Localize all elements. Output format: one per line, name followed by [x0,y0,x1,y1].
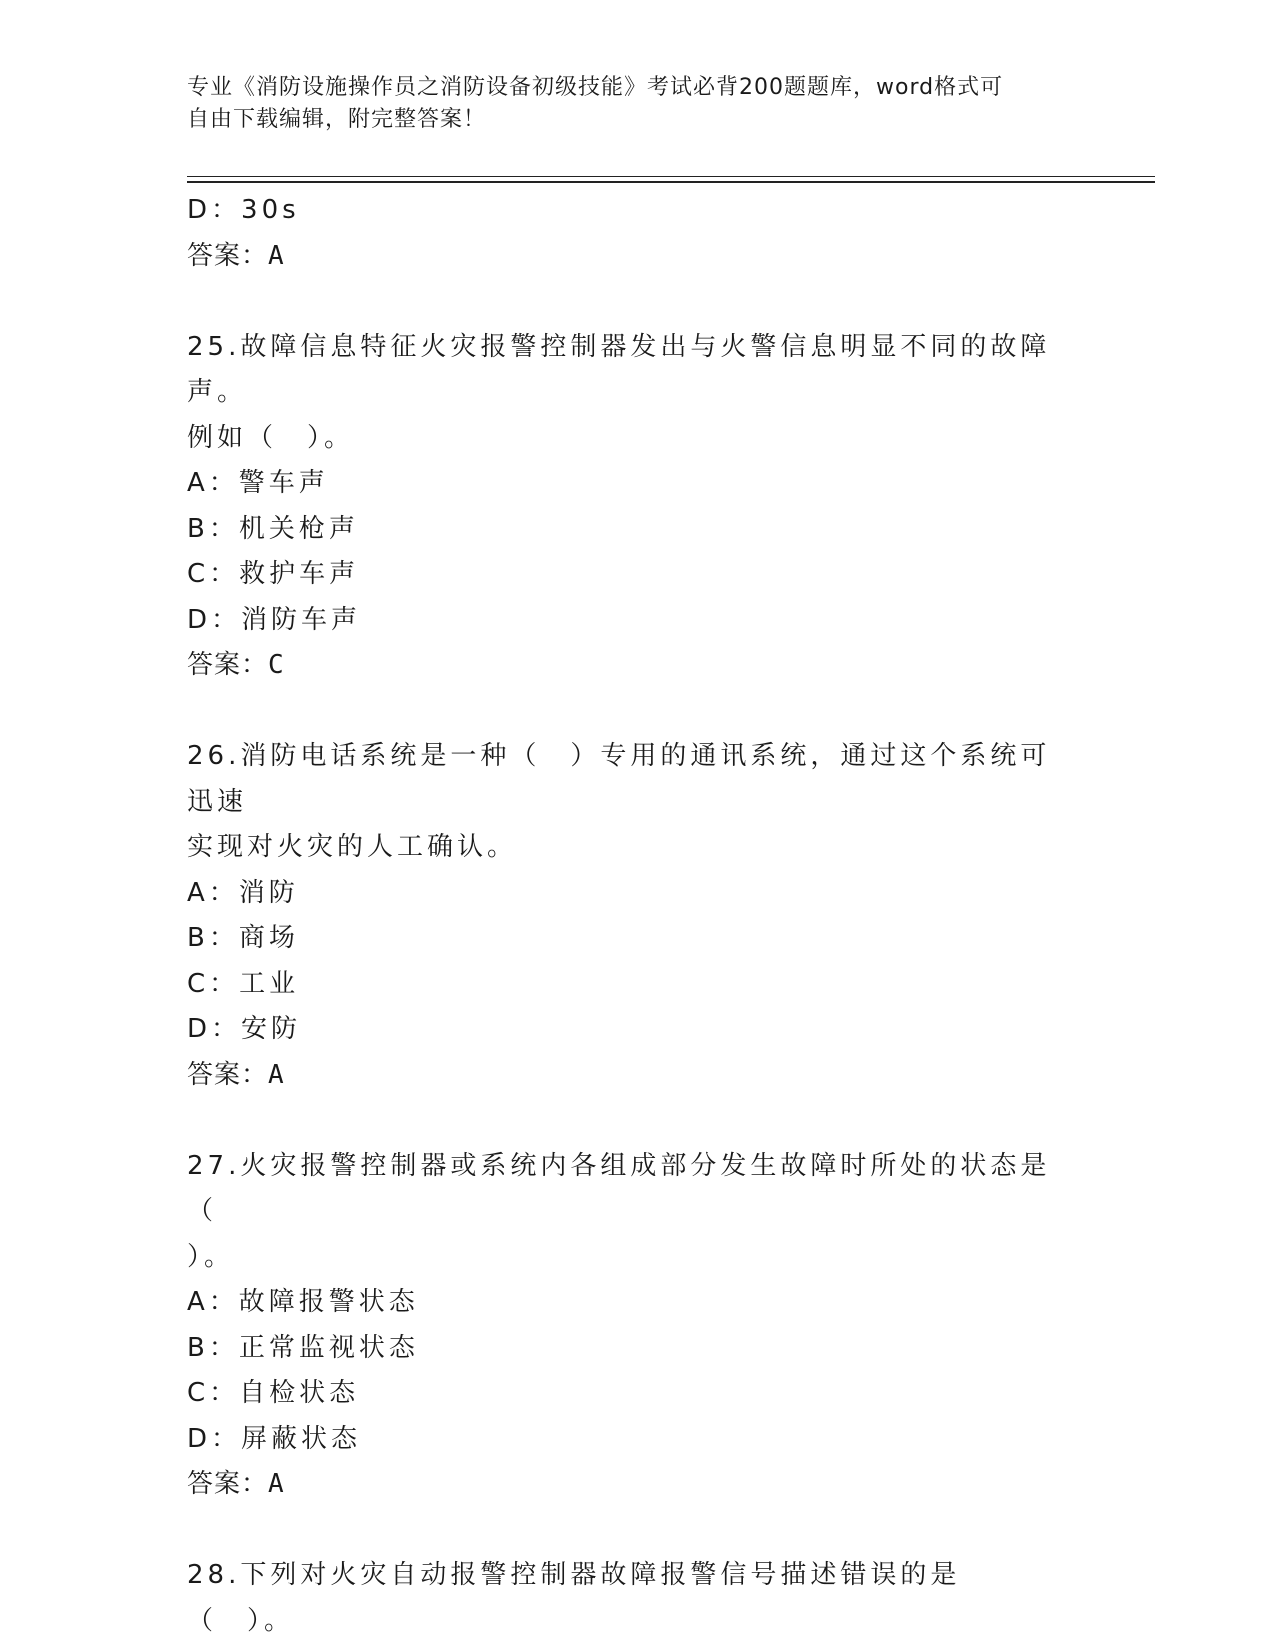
answer-label: 答案： [187,1469,269,1499]
option-a: A：消防 [187,877,299,908]
option-a: A：警车声 [187,468,329,498]
answer-line [187,1462,1087,1508]
answer-line [187,643,1087,689]
question-25 [187,325,1087,689]
option-d: D：30s [187,195,300,225]
question-27 [187,1144,1087,1508]
question-text: 26.消防电话系统是一种（ ）专用的通讯系统，通过这个系统可迅速 实现对火灾的人工确认。 [187,741,1051,862]
answer-label: 答案： [187,650,269,680]
header-divider-thin [187,176,1155,177]
question-text: 28.下列对火灾自动报警控制器故障报警信号描述错误的是（ ）。 [187,1560,961,1636]
header-divider-thick [187,181,1155,183]
document-header [187,72,1067,136]
option-d: D：消防车声 [187,604,362,635]
answer-line [187,234,1087,280]
option-d: D：安防 [187,1014,302,1044]
answer-value: A [268,240,285,271]
previous-question-tail [187,188,1087,279]
option-a: A：故障报警状态 [187,1287,419,1317]
answer-value: A [268,1059,285,1090]
question-26 [187,734,1087,1098]
option-b: B：机关枪声 [187,513,359,544]
answer-value: C [268,650,285,680]
option-b: B：商场 [187,923,299,953]
option-b: B：正常监视状态 [187,1332,419,1363]
answer-line [187,1053,1087,1099]
header-text: 专业《消防设施操作员之消防设备初级技能》考试必背200题题库，word格式可 自由下载编辑，附完整答案！ [187,75,1004,132]
question-list [187,188,1087,1644]
question-text: 25.故障信息特征火灾报警控制器发出与火警信息明显不同的故障声。 例如（ ）。 [187,331,1051,453]
answer-label: 答案： [187,1059,269,1090]
question-text: 27.火灾报警控制器或系统内各组成部分发生故障时所处的状态是（ ）。 [187,1150,1051,1272]
option-c: C：工业 [187,968,300,999]
question-28 [187,1553,1087,1644]
option-c: C：救护车声 [187,559,360,589]
answer-label: 答案： [187,240,269,271]
answer-value: A [268,1469,285,1499]
option-d: D：屏蔽状态 [187,1423,362,1454]
option-c: C：自检状态 [187,1378,360,1408]
